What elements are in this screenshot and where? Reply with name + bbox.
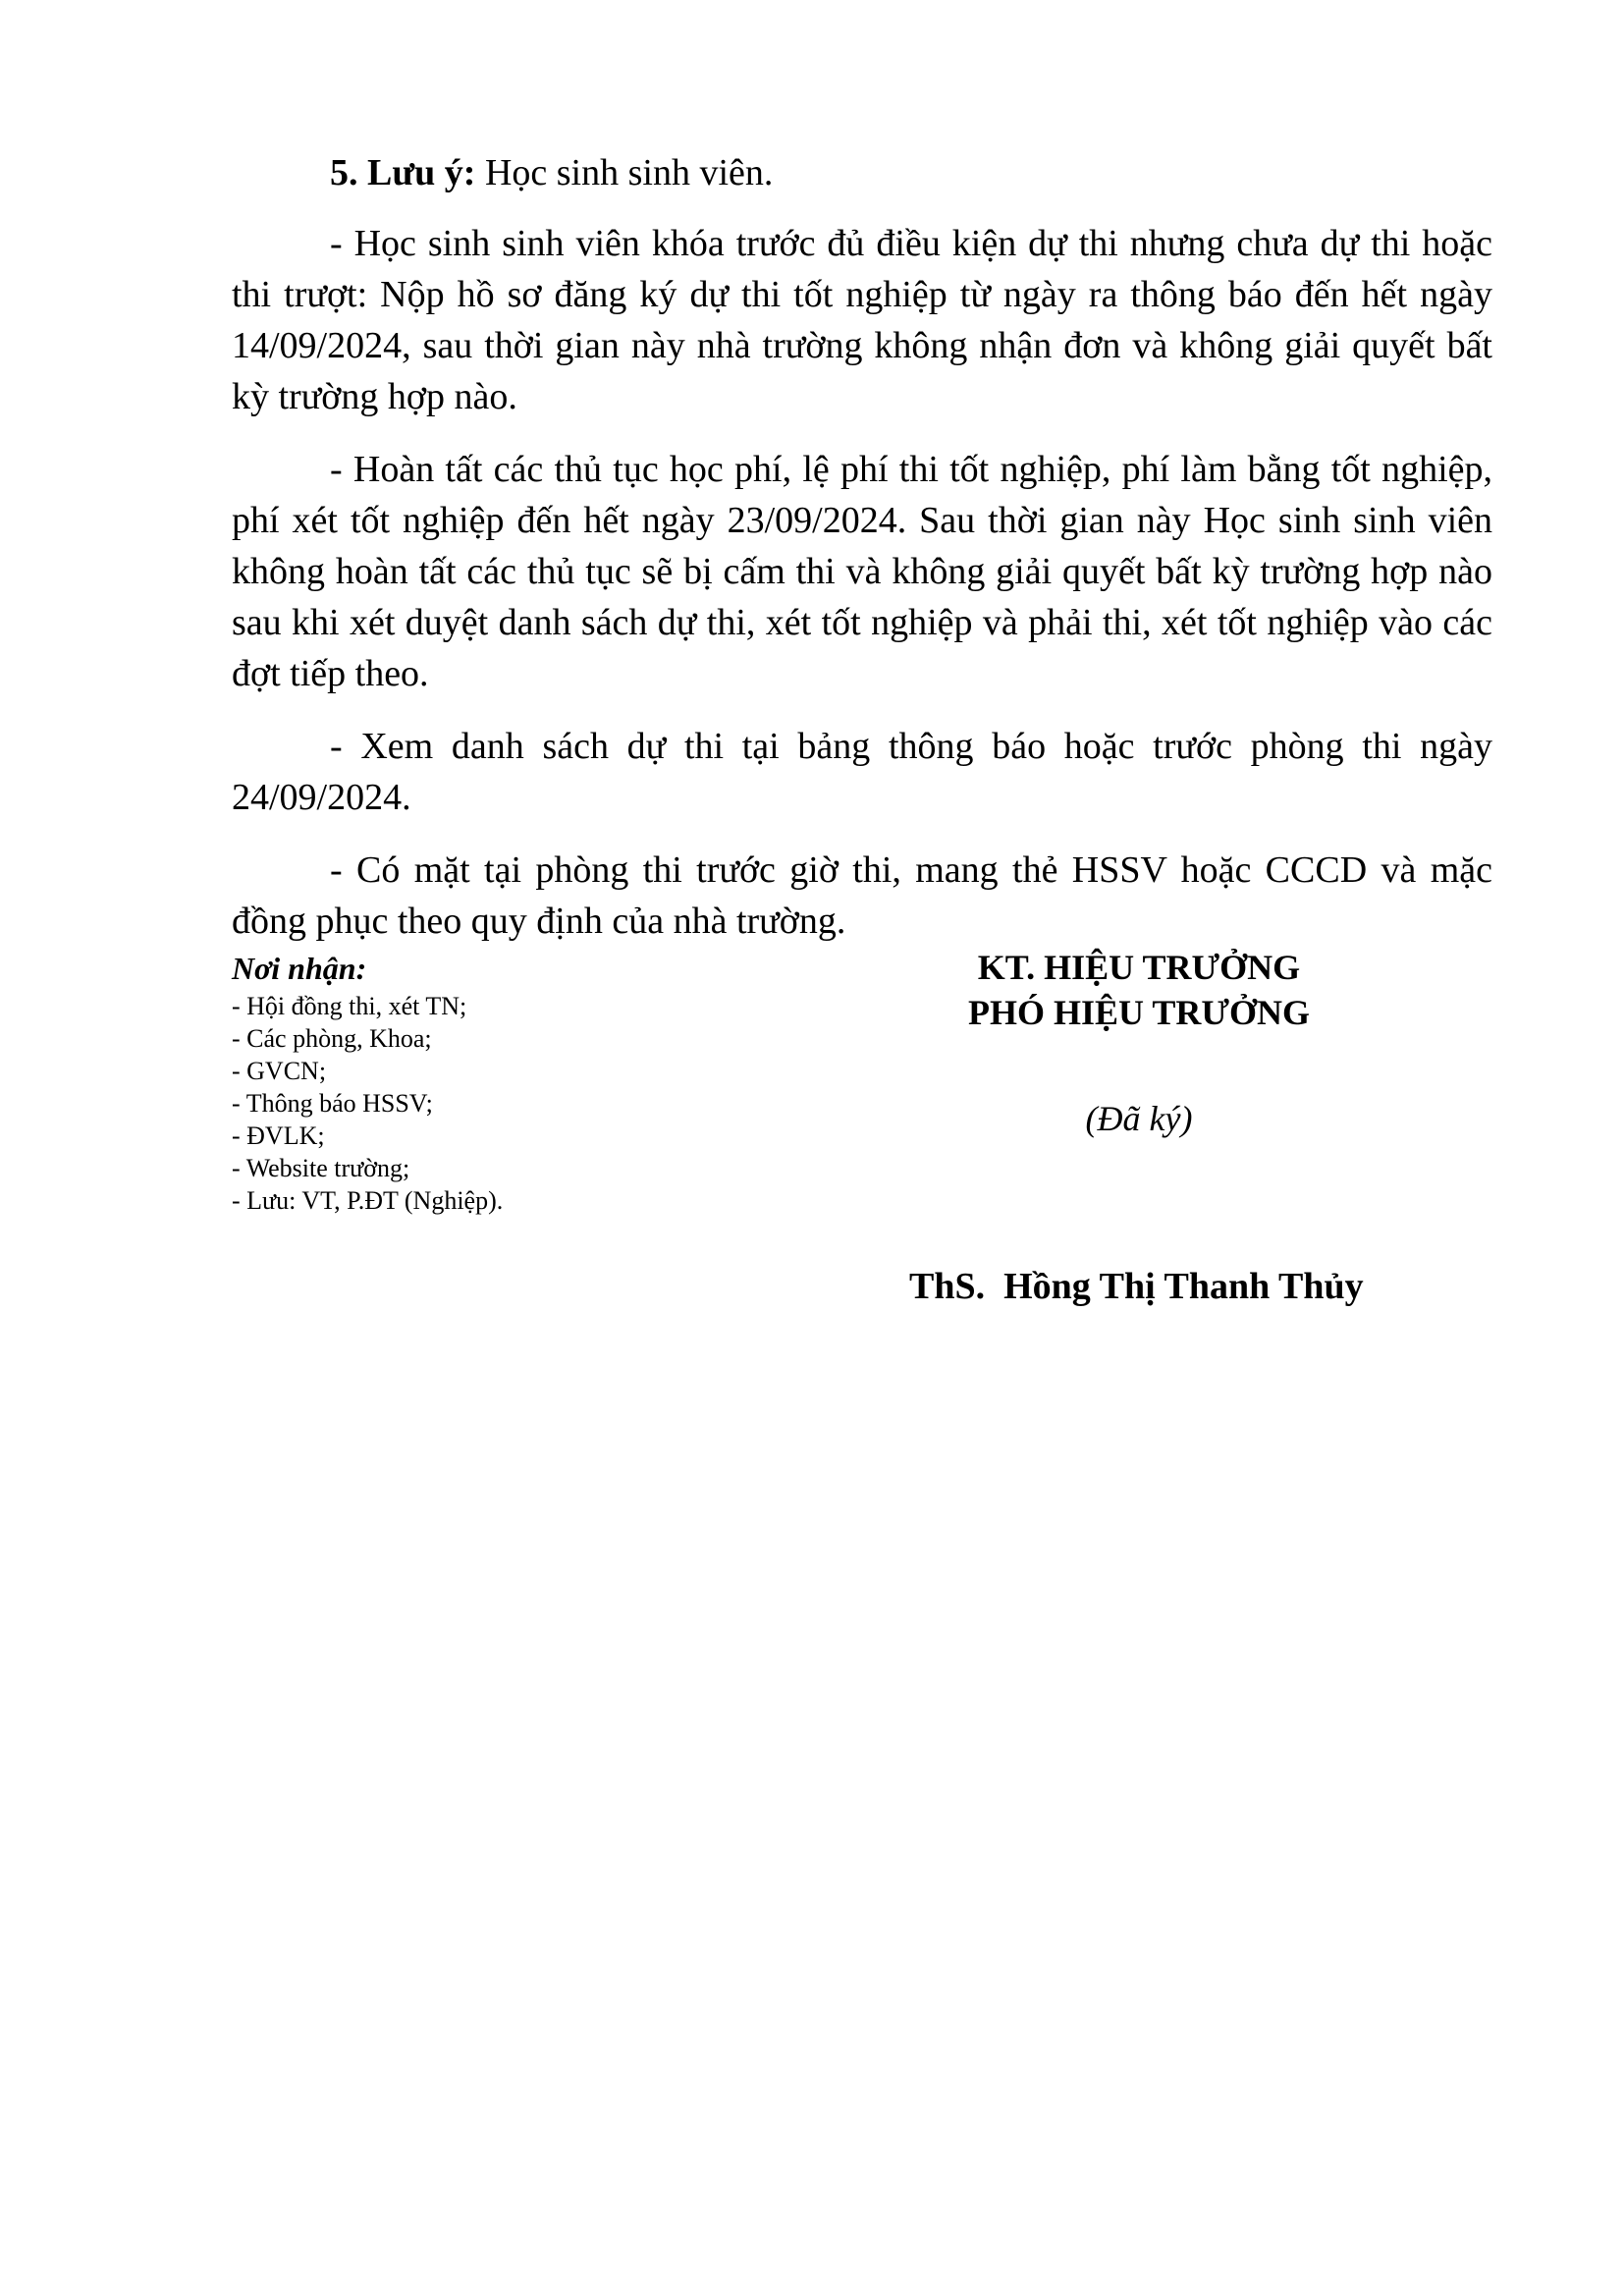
recipient-item: - ĐVLK; <box>232 1121 325 1150</box>
notice-body <box>232 147 1492 968</box>
section-number-label: 5. Lưu ý: <box>330 152 476 193</box>
recipient-item: - Website trường; <box>232 1154 410 1182</box>
signature-block <box>884 945 1394 1141</box>
recipient-item: - Lưu: VT, P.ĐT (Nghiệp). <box>232 1186 504 1215</box>
note-paragraph-fees: - Hoàn tất các thủ tục học phí, lệ phí thi tốt nghiệp, phí làm bằng tốt nghiệp, phí xét tốt nghiệp đến hết ngày 23/09/2024. Sau thời gian này Học sinh sinh viên không hoàn tất các thủ tục sẽ bị cấm thi và không giải quyết bất kỳ trường hợp nào sau khi xét duyệt danh sách dự thi, xét tốt nghiệp và phải thi, xét tốt nghiệp vào các đợt tiếp theo. <box>232 449 1492 694</box>
recipient-item: - GVCN; <box>232 1057 327 1085</box>
section-heading <box>232 147 1492 198</box>
section-subject: Học sinh sinh viên. <box>475 152 774 193</box>
recipient-item: - Các phòng, Khoa; <box>232 1024 432 1053</box>
recipients-block <box>232 949 742 1217</box>
note-paragraph-exam-list: - Xem danh sách dự thi tại bảng thông báo hoặc trước phòng thi ngày 24/09/2024. <box>232 726 1492 818</box>
signature-title-line2: PHÓ HIỆU TRƯỞNG <box>967 993 1311 1032</box>
recipient-item: - Thông báo HSSV; <box>232 1089 433 1118</box>
signed-note: (Đã ký) <box>1085 1099 1193 1138</box>
signature-title-line1: KT. HIỆU TRƯỞNG <box>977 948 1301 987</box>
signer-name: ThS. Hồng Thị Thanh Thủy <box>909 1266 1364 1307</box>
recipients-title: Nơi nhận: <box>232 951 367 986</box>
recipients-list <box>232 990 742 1217</box>
note-paragraph-registration: - Học sinh sinh viên khóa trước đủ điều kiện dự thi nhưng chưa dự thi hoặc thi trượt: Nộp hồ sơ đăng ký dự thi tốt nghiệp từ ngày ra thông báo đến hết ngày 14/09/2024, sau thời gian này nhà trường không nhận đơn và không giải quyết bất kỳ trường hợp nào. <box>232 223 1492 417</box>
note-paragraph-attendance: - Có mặt tại phòng thi trước giờ thi, mang thẻ HSSV hoặc CCCD và mặc đồng phục theo quy định của nhà trường. <box>232 849 1492 942</box>
recipient-item: - Hội đồng thi, xét TN; <box>232 992 467 1020</box>
